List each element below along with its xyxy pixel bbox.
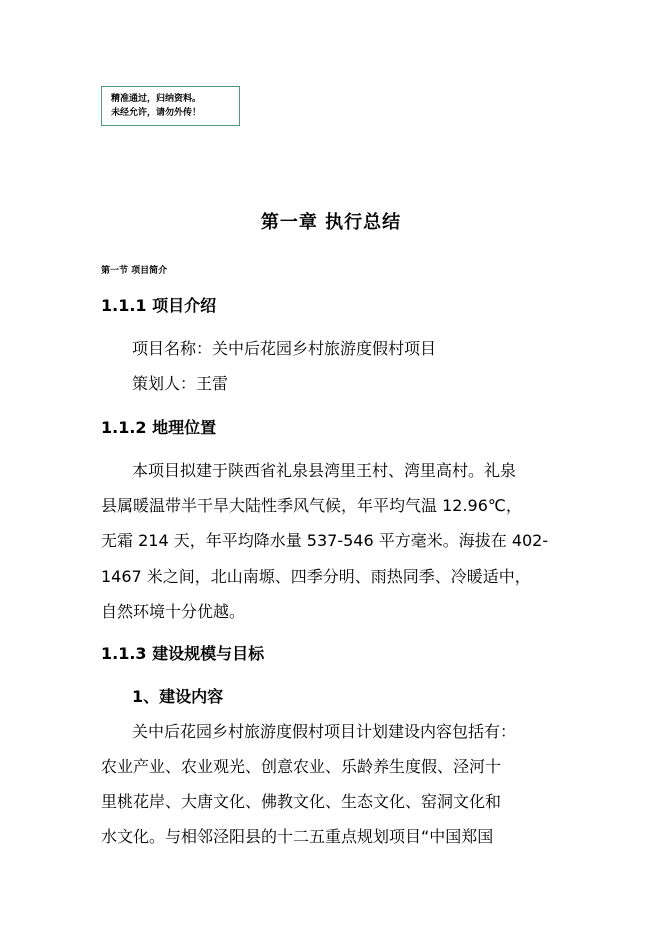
paragraph-line: 里桃花岸、大唐文化、佛教文化、生态文化、窑洞文化和 (101, 792, 502, 811)
chapter-title: 第一章 执行总结 (260, 212, 402, 233)
heading-1-1-3: 1.1.3 建设规模与目标 (101, 644, 265, 663)
stamp-line-1: 精准通过，归纳资料。 (111, 94, 202, 104)
heading-1-1-1: 1.1.1 项目介绍 (101, 296, 217, 315)
paragraph-line: 水文化。与相邻泾阳县的十二五重点规划项目“中国郑国 (101, 827, 494, 846)
paragraph-line: 无霜 214 天，年平均降水量 537-546 平方毫米。海拔在 402- (101, 531, 549, 550)
subheading-construction-content: 1、建设内容 (132, 687, 224, 706)
project-name-line: 项目名称：关中后花园乡村旅游度假村项目 (132, 339, 437, 358)
section-title: 第一节 项目简介 (101, 266, 168, 276)
confidential-stamp (101, 86, 240, 126)
heading-1-1-2: 1.1.2 地理位置 (101, 418, 217, 437)
stamp-line-2: 未经允许，请勿外传！ (111, 108, 202, 118)
paragraph-line: 农业产业、农业观光、创意农业、乐龄养生度假、泾河十 (101, 757, 502, 776)
planner-line: 策划人：王雷 (132, 374, 229, 393)
paragraph-line: 1467 米之间，北山南塬、四季分明、雨热同季、冷暖适中， (101, 567, 531, 586)
paragraph-line: 自然环境十分优越。 (101, 602, 246, 621)
paragraph-line: 本项目拟建于陕西省礼泉县湾里王村、湾里高村。礼泉 (132, 461, 517, 480)
paragraph-line: 关中后花园乡村旅游度假村项目计划建设内容包括有： (132, 722, 517, 741)
paragraph-line: 县属暖温带半干旱大陆性季风气候，年平均气温 12.96℃， (101, 496, 522, 515)
